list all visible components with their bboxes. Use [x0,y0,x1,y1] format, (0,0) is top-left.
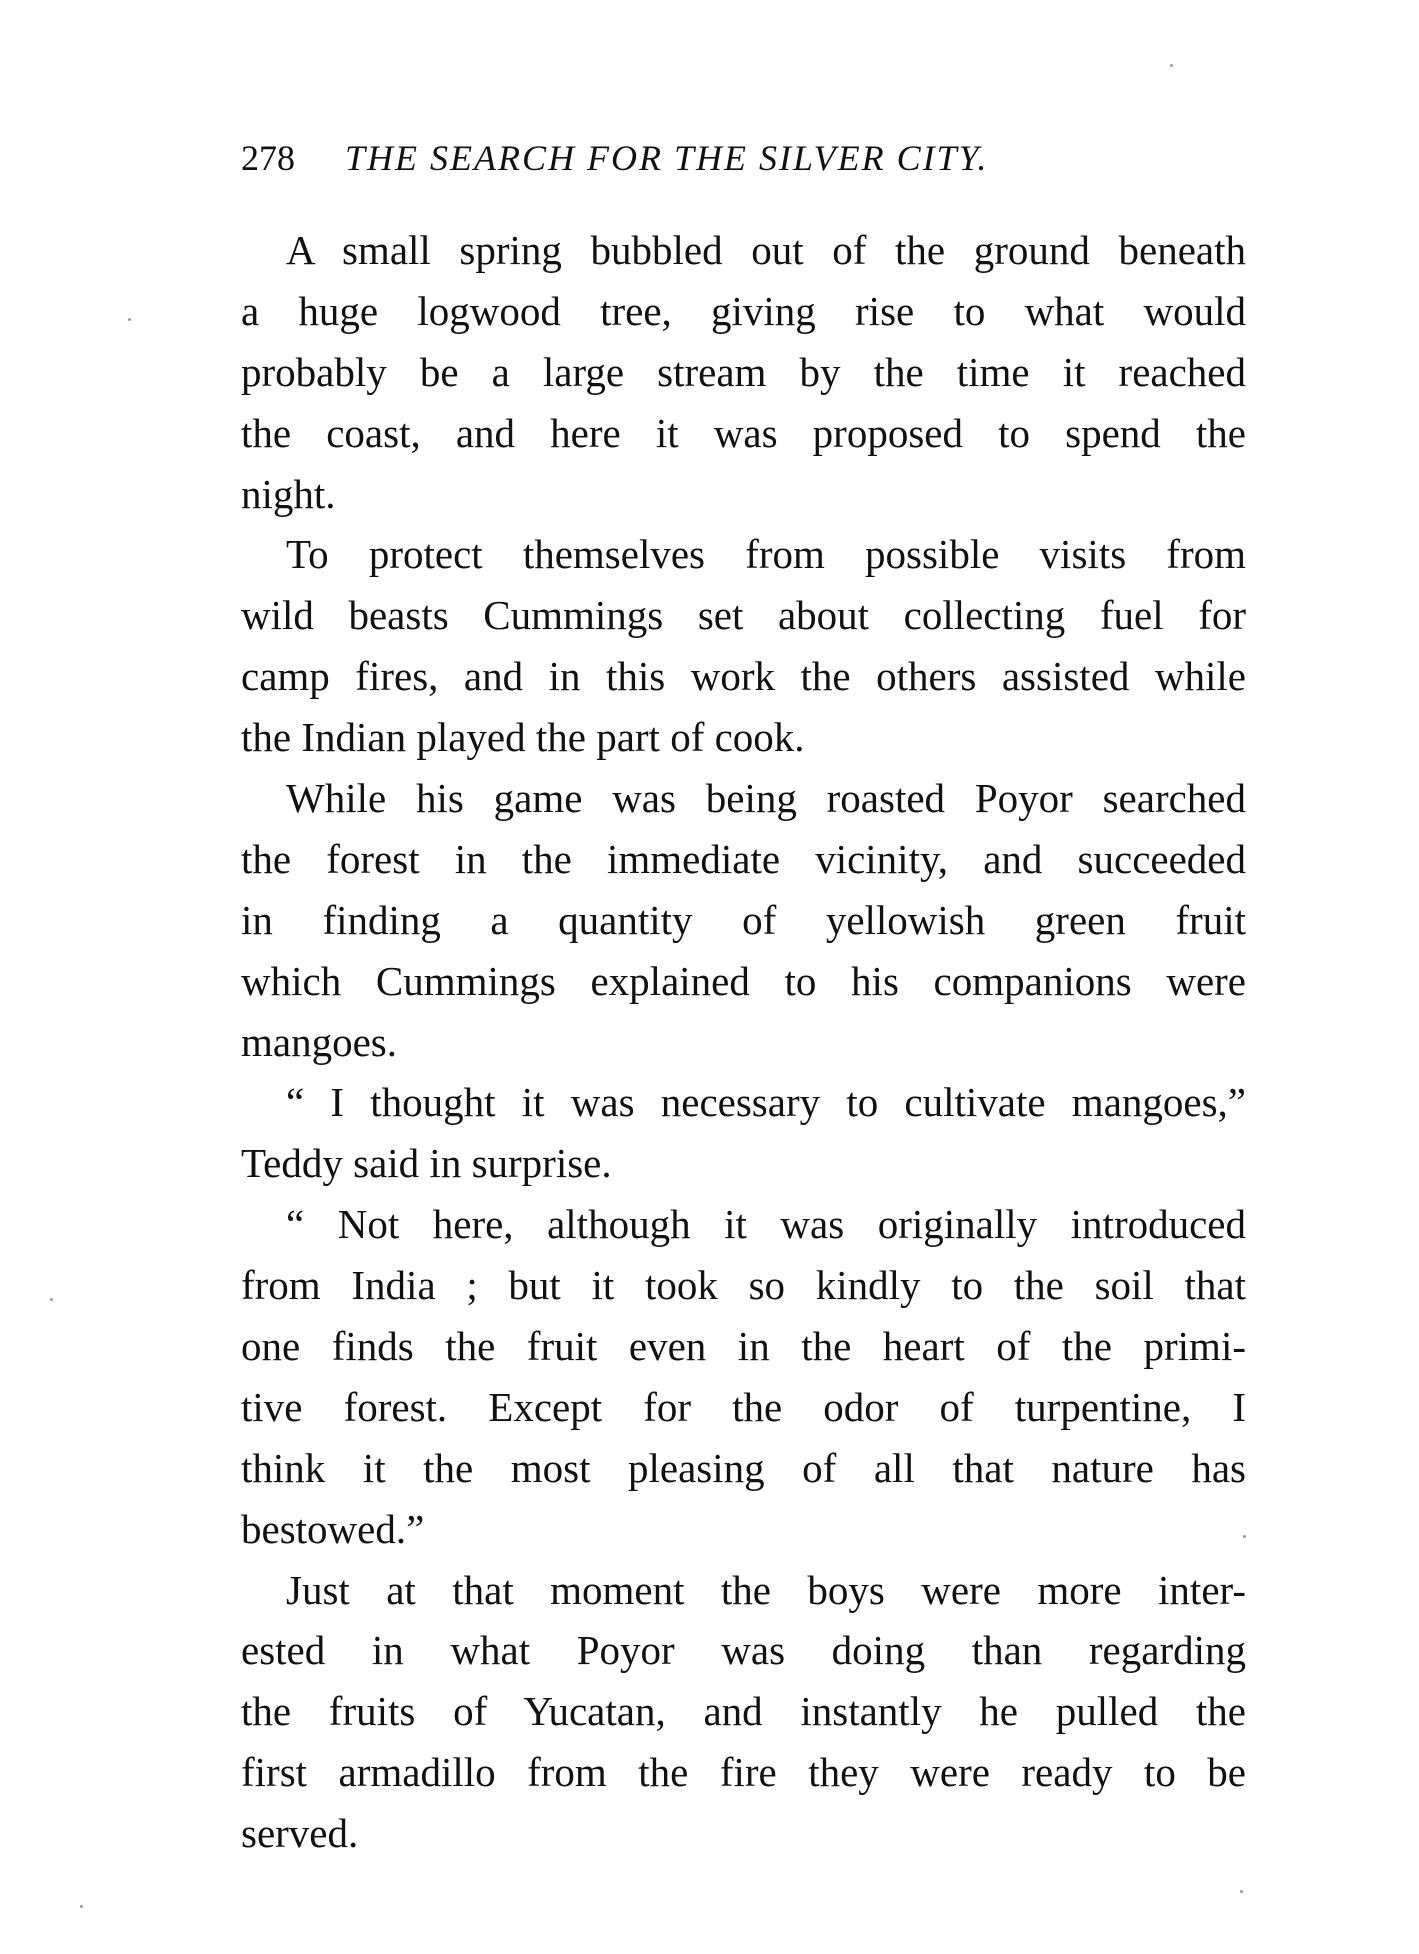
body-text [241,220,1246,1864]
text-line: the coast, and here it was proposed to spend the [241,409,1246,456]
text-line: night. [241,470,336,517]
text-line: To protect themselves from possible visits from [286,531,1246,578]
text-line: served. [241,1810,359,1857]
text-line: Teddy said in surprise. [241,1140,612,1187]
text-line: bestowed.” [241,1505,425,1552]
paper-speck [1240,1890,1243,1893]
text-line: wild beasts Cummings set about collecting fuel for [241,592,1246,639]
text-line: A small spring bubbled out of the ground beneath [286,227,1246,273]
paper-speck [1243,1535,1246,1538]
text-line: tive forest. Except for the odor of turpentine, I [241,1383,1246,1430]
text-line: camp fires, and in this work the others assisted while [241,653,1246,700]
text-line: ested in what Poyor was doing than regarding [241,1627,1246,1674]
text-line: mangoes. [241,1018,397,1065]
text-line: think it the most pleasing of all that nature has [241,1444,1246,1491]
text-line: While his game was being roasted Poyor searched [286,775,1246,822]
text-line: a huge logwood tree, giving rise to what would [241,287,1246,334]
text-line: first armadillo from the fire they were ready to be [241,1749,1246,1796]
text-line: the forest in the immediate vicinity, and succeeded [241,835,1246,882]
text-line: “ I thought it was necessary to cultivate mangoes,” [286,1079,1246,1126]
paper-speck [1170,64,1173,67]
text-line: which Cummings explained to his companions were [241,957,1246,1004]
paper-speck [128,318,131,321]
paper-speck [50,1298,53,1301]
text-line: “ Not here, although it was originally introduced [286,1201,1246,1248]
paper-speck [80,1905,83,1908]
text-line: in finding a quantity of yellowish green fruit [241,896,1246,943]
running-head [241,128,1241,188]
text-line: from India ; but it took so kindly to the soil that [241,1262,1246,1309]
text-line: the fruits of Yucatan, and instantly he pulled the [241,1688,1246,1735]
text-line: the Indian played the part of cook. [241,714,805,761]
page-number: 278 [241,138,295,178]
text-line: one finds the fruit even in the heart of the primi- [241,1323,1246,1370]
text-line: probably be a large stream by the time it reached [241,348,1246,395]
running-title: THE SEARCH FOR THE SILVER CITY. [345,138,989,178]
text-line: Just at that moment the boys were more inter- [286,1566,1246,1613]
